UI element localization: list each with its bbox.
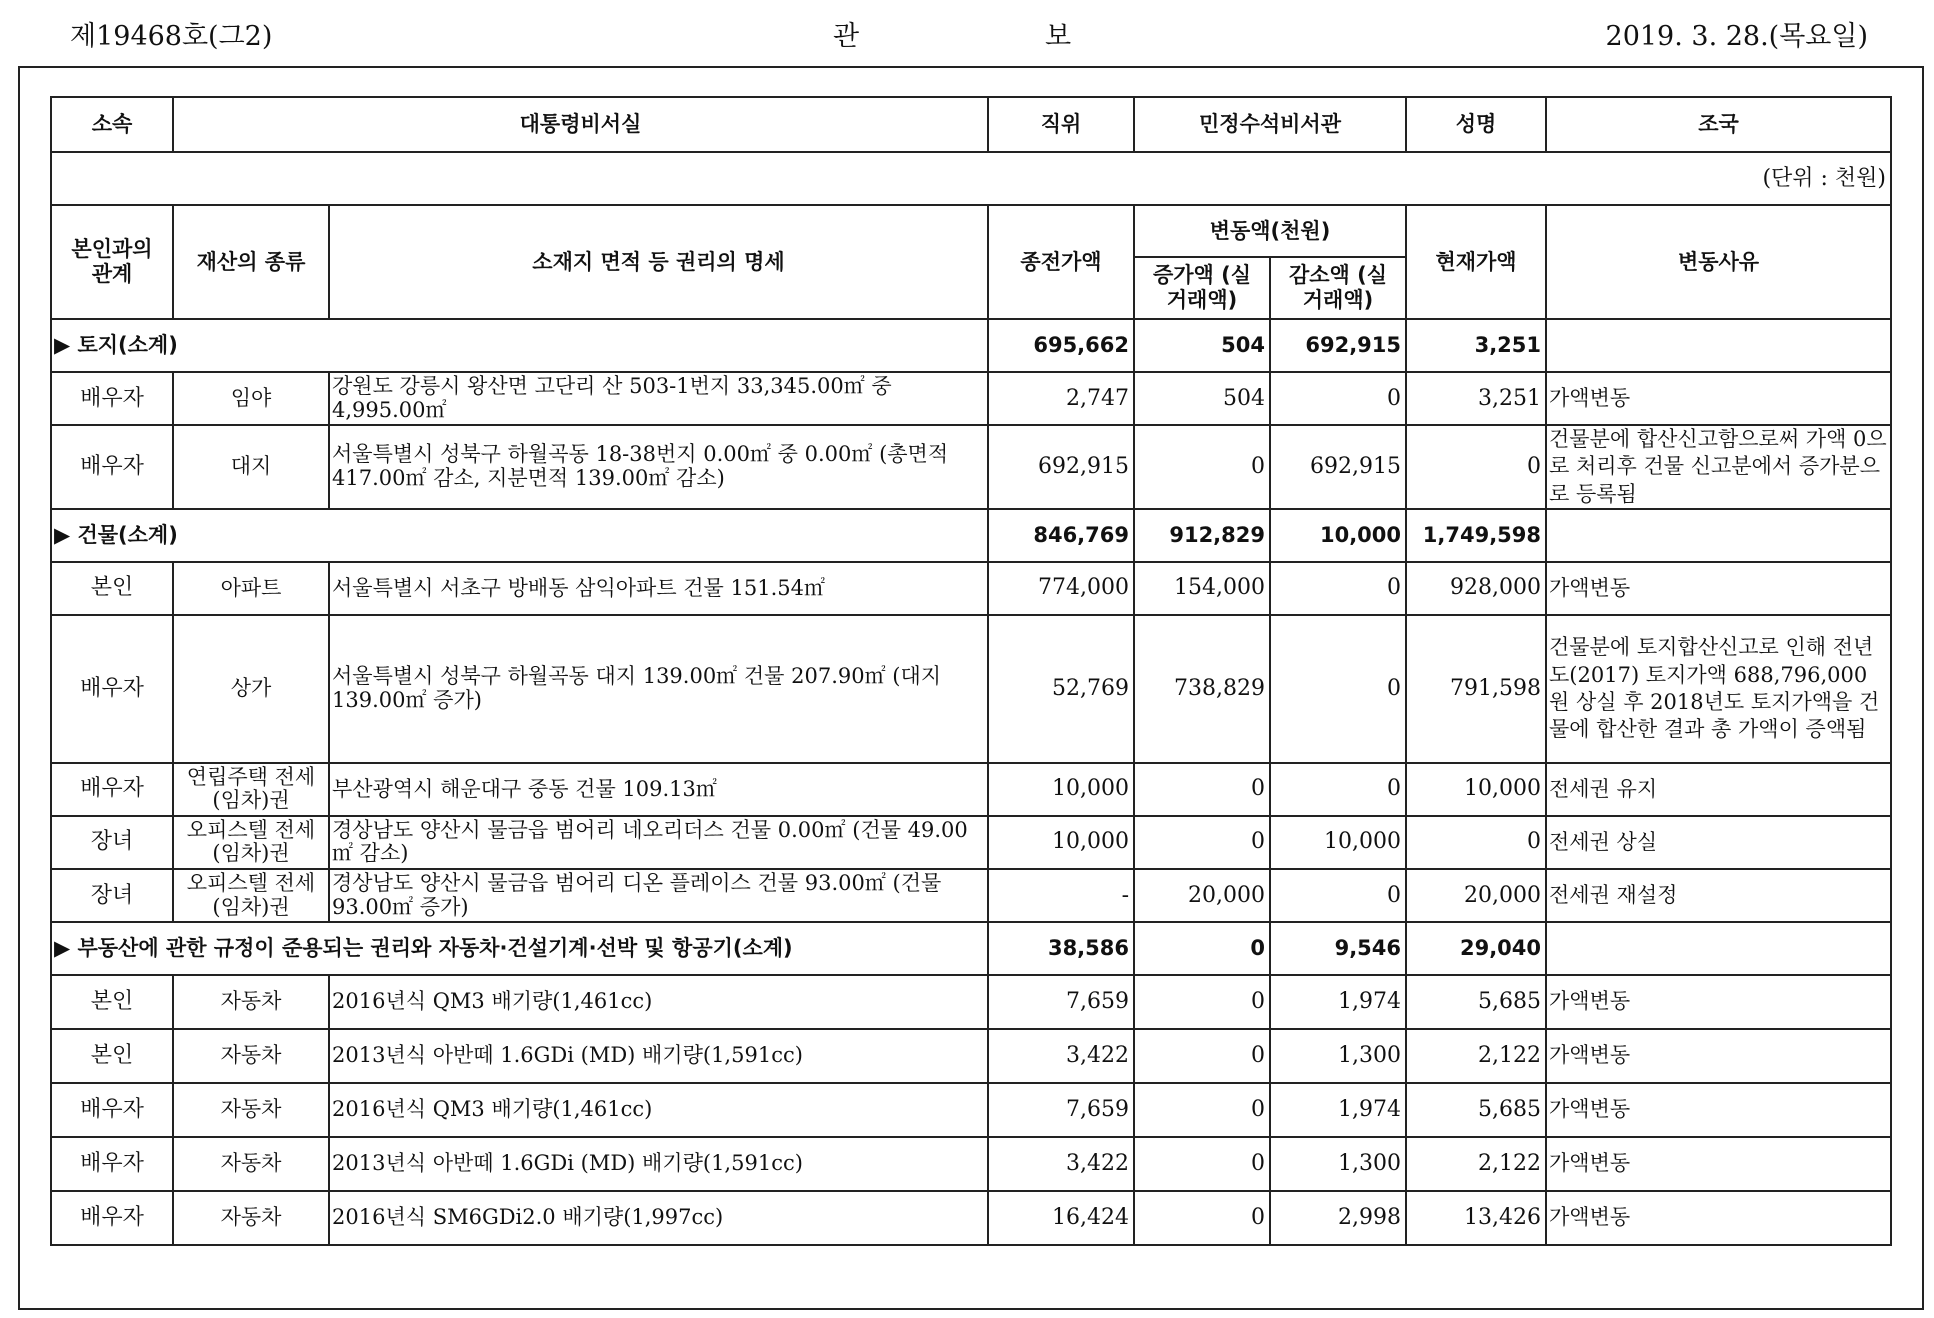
increase-cell: 0: [1134, 1083, 1270, 1137]
subtotal-current: 3,251: [1406, 319, 1546, 372]
relation-cell: 배우자: [51, 1191, 173, 1245]
unit-note: (단위 : 천원): [51, 152, 1891, 205]
subtotal-row: [51, 509, 1891, 562]
kind-cell: 자동차: [173, 1029, 329, 1083]
current-value-cell: 2,122: [1406, 1137, 1546, 1191]
increase-cell: 0: [1134, 975, 1270, 1029]
relation-cell: 배우자: [51, 1083, 173, 1137]
increase-cell: 0: [1134, 763, 1270, 816]
relation-cell: 배우자: [51, 372, 173, 425]
relation-cell: 장녀: [51, 816, 173, 869]
kind-cell: 오피스텔 전세(임차)권: [173, 816, 329, 869]
current-value-cell: 2,122: [1406, 1029, 1546, 1083]
decrease-cell: 1,300: [1270, 1137, 1406, 1191]
decrease-cell: 1,300: [1270, 1029, 1406, 1083]
col-current: 현재가액: [1406, 205, 1546, 319]
detail-cell: 2013년식 아반떼 1.6GDi (MD) 배기량(1,591cc): [329, 1029, 988, 1083]
relation-cell: 배우자: [51, 425, 173, 509]
subtotal-prev: 695,662: [988, 319, 1134, 372]
unit-row: [51, 152, 1891, 205]
reason-cell: 가액변동: [1546, 975, 1891, 1029]
decrease-cell: 0: [1270, 615, 1406, 763]
table-row: [51, 869, 1891, 922]
reason-cell: 전세권 유지: [1546, 763, 1891, 816]
detail-cell: 2016년식 QM3 배기량(1,461cc): [329, 975, 988, 1029]
kind-cell: 자동차: [173, 1083, 329, 1137]
table-row: [51, 425, 1891, 509]
reason-cell: 전세권 재설정: [1546, 869, 1891, 922]
relation-cell: 본인: [51, 975, 173, 1029]
table-row: [51, 816, 1891, 869]
decrease-cell: 0: [1270, 763, 1406, 816]
subtotal-title: ▶ 건물(소계): [51, 509, 988, 562]
subtotal-title: ▶ 부동산에 관한 규정이 준용되는 권리와 자동차·건설기계·선박 및 항공기(소계): [51, 922, 988, 975]
decrease-cell: 0: [1270, 869, 1406, 922]
detail-cell: 부산광역시 해운대구 중동 건물 109.13㎡: [329, 763, 988, 816]
subtotal-current: 29,040: [1406, 922, 1546, 975]
subtotal-increase: 0: [1134, 922, 1270, 975]
increase-cell: 738,829: [1134, 615, 1270, 763]
decrease-cell: 692,915: [1270, 425, 1406, 509]
affiliation-label: 소속: [51, 97, 173, 152]
increase-cell: 154,000: [1134, 562, 1270, 615]
current-value-cell: 0: [1406, 816, 1546, 869]
subtotal-decrease: 692,915: [1270, 319, 1406, 372]
subtotal-title: ▶ 토지(소계): [51, 319, 988, 372]
detail-cell: 서울특별시 서초구 방배동 삼익아파트 건물 151.54㎡: [329, 562, 988, 615]
prev-value-cell: 3,422: [988, 1137, 1134, 1191]
kind-cell: 대지: [173, 425, 329, 509]
detail-cell: 경상남도 양산시 물금읍 범어리 디온 플레이스 건물 93.00㎡ (건물 93.00㎡ 증가): [329, 869, 988, 922]
current-value-cell: 0: [1406, 425, 1546, 509]
relation-cell: 본인: [51, 562, 173, 615]
col-kind: 재산의 종류: [173, 205, 329, 319]
prev-value-cell: -: [988, 869, 1134, 922]
reason-cell: 가액변동: [1546, 1083, 1891, 1137]
detail-cell: 서울특별시 성북구 하월곡동 대지 139.00㎡ 건물 207.90㎡ (대지 139.00㎡ 증가): [329, 615, 988, 763]
reason-cell: 전세권 상실: [1546, 816, 1891, 869]
reason-cell: 가액변동: [1546, 1029, 1891, 1083]
subtotal-row: [51, 319, 1891, 372]
table-row: [51, 1083, 1891, 1137]
decrease-cell: 1,974: [1270, 1083, 1406, 1137]
subtotal-current: 1,749,598: [1406, 509, 1546, 562]
table-row: [51, 1191, 1891, 1245]
current-value-cell: 3,251: [1406, 372, 1546, 425]
current-value-cell: 10,000: [1406, 763, 1546, 816]
current-value-cell: 791,598: [1406, 615, 1546, 763]
affiliation-value: 대통령비서실: [173, 97, 988, 152]
col-reason: 변동사유: [1546, 205, 1891, 319]
increase-cell: 0: [1134, 425, 1270, 509]
subtotal-reason: [1546, 922, 1891, 975]
reason-cell: 건물분에 토지합산신고로 인해 전년도(2017) 토지가액 688,796,000 원 상실 후 2018년도 토지가액을 건물에 합산한 결과 총 가액이 증액됨: [1546, 615, 1891, 763]
prev-value-cell: 7,659: [988, 975, 1134, 1029]
detail-cell: 2016년식 SM6GDi2.0 배기량(1,997cc): [329, 1191, 988, 1245]
prev-value-cell: 10,000: [988, 816, 1134, 869]
detail-cell: 2016년식 QM3 배기량(1,461cc): [329, 1083, 988, 1137]
table-row: [51, 562, 1891, 615]
name-value: 조국: [1546, 97, 1891, 152]
col-change: 변동액(천원): [1134, 205, 1406, 257]
table-row: [51, 372, 1891, 425]
col-decrease: 감소액 (실거래액): [1270, 257, 1406, 319]
increase-cell: 504: [1134, 372, 1270, 425]
current-value-cell: 20,000: [1406, 869, 1546, 922]
kind-cell: 자동차: [173, 975, 329, 1029]
kind-cell: 아파트: [173, 562, 329, 615]
detail-cell: 강원도 강릉시 왕산면 고단리 산 503-1번지 33,345.00㎡ 중 4,995.00㎡: [329, 372, 988, 425]
kind-cell: 임야: [173, 372, 329, 425]
subtotal-increase: 504: [1134, 319, 1270, 372]
table-row: [51, 1137, 1891, 1191]
kind-cell: 자동차: [173, 1191, 329, 1245]
relation-cell: 본인: [51, 1029, 173, 1083]
relation-cell: 배우자: [51, 615, 173, 763]
col-prev: 종전가액: [988, 205, 1134, 319]
detail-cell: 서울특별시 성북구 하월곡동 18-38번지 0.00㎡ 중 0.00㎡ (총면적 417.00㎡ 감소, 지분면적 139.00㎡ 감소): [329, 425, 988, 509]
prev-value-cell: 3,422: [988, 1029, 1134, 1083]
kind-cell: 연립주택 전세(임차)권: [173, 763, 329, 816]
current-value-cell: 5,685: [1406, 1083, 1546, 1137]
prev-value-cell: 692,915: [988, 425, 1134, 509]
increase-cell: 0: [1134, 816, 1270, 869]
column-header-row-1: [51, 205, 1891, 257]
name-label: 성명: [1406, 97, 1546, 152]
relation-cell: 배우자: [51, 763, 173, 816]
gazette-title-1: 관: [833, 21, 860, 52]
table-row: [51, 975, 1891, 1029]
detail-cell: 경상남도 양산시 물금읍 범어리 네오리더스 건물 0.00㎡ (건물 49.00㎡ 감소): [329, 816, 988, 869]
kind-cell: 오피스텔 전세(임차)권: [173, 869, 329, 922]
position-value: 민정수석비서관: [1134, 97, 1406, 152]
col-relation: 본인과의 관계: [51, 205, 173, 319]
issue-number: 제19468호(그2): [70, 21, 273, 52]
current-value-cell: 5,685: [1406, 975, 1546, 1029]
col-increase: 증가액 (실거래액): [1134, 257, 1270, 319]
col-detail: 소재지 면적 등 권리의 명세: [329, 205, 988, 319]
detail-cell: 2013년식 아반떼 1.6GDi (MD) 배기량(1,591cc): [329, 1137, 988, 1191]
table-row: [51, 615, 1891, 763]
relation-cell: 배우자: [51, 1137, 173, 1191]
decrease-cell: 1,974: [1270, 975, 1406, 1029]
subtotal-reason: [1546, 509, 1891, 562]
gazette-title-2: 보: [1045, 21, 1072, 52]
subtotal-row: [51, 922, 1891, 975]
increase-cell: 0: [1134, 1029, 1270, 1083]
reason-cell: 가액변동: [1546, 1191, 1891, 1245]
subtotal-decrease: 10,000: [1270, 509, 1406, 562]
asset-change-table: [50, 96, 1892, 1246]
prev-value-cell: 16,424: [988, 1191, 1134, 1245]
prev-value-cell: 10,000: [988, 763, 1134, 816]
kind-cell: 자동차: [173, 1137, 329, 1191]
increase-cell: 20,000: [1134, 869, 1270, 922]
table-row: [51, 763, 1891, 816]
prev-value-cell: 2,747: [988, 372, 1134, 425]
prev-value-cell: 7,659: [988, 1083, 1134, 1137]
subtotal-prev: 38,586: [988, 922, 1134, 975]
relation-cell: 장녀: [51, 869, 173, 922]
decrease-cell: 0: [1270, 562, 1406, 615]
increase-cell: 0: [1134, 1191, 1270, 1245]
table-row: [51, 1029, 1891, 1083]
reason-cell: 가액변동: [1546, 562, 1891, 615]
issue-date: 2019. 3. 28.(목요일): [1605, 21, 1868, 52]
reason-cell: 가액변동: [1546, 1137, 1891, 1191]
position-label: 직위: [988, 97, 1134, 152]
prev-value-cell: 52,769: [988, 615, 1134, 763]
subtotal-increase: 912,829: [1134, 509, 1270, 562]
subtotal-decrease: 9,546: [1270, 922, 1406, 975]
reason-cell: 가액변동: [1546, 372, 1891, 425]
prev-value-cell: 774,000: [988, 562, 1134, 615]
current-value-cell: 13,426: [1406, 1191, 1546, 1245]
increase-cell: 0: [1134, 1137, 1270, 1191]
subtotal-prev: 846,769: [988, 509, 1134, 562]
info-row: [51, 97, 1891, 152]
kind-cell: 상가: [173, 615, 329, 763]
subtotal-reason: [1546, 319, 1891, 372]
reason-cell: 건물분에 합산신고함으로써 가액 0으로 처리후 건물 신고분에서 증가분으로 등록됨: [1546, 425, 1891, 509]
current-value-cell: 928,000: [1406, 562, 1546, 615]
decrease-cell: 10,000: [1270, 816, 1406, 869]
decrease-cell: 0: [1270, 372, 1406, 425]
decrease-cell: 2,998: [1270, 1191, 1406, 1245]
